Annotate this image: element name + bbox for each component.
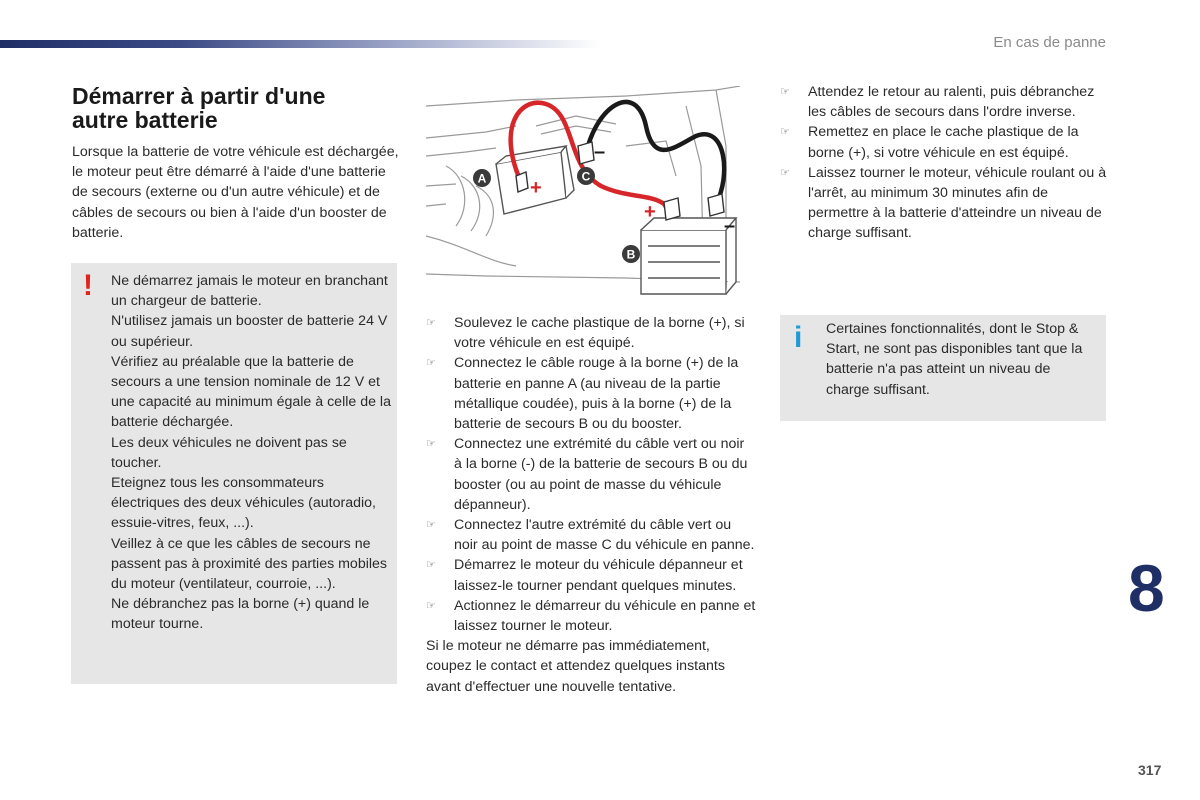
page-number: 317 [1138,762,1162,778]
warning-box [71,263,397,684]
step-text: Démarrez le moteur du véhicule dépanneur et laissez-le tourner pendant quelques minutes. [454,557,743,594]
warning-paragraph: Veillez à ce que les câbles de secours ne passent pas à proximité des parties mobiles du moteur (ventilateur, courroie, ...). [111,535,388,593]
title-line-1: Démarrer à partir d'une [72,83,326,109]
hand-pointer-icon: ☞ [426,317,436,329]
hand-pointer-icon: ☞ [426,438,436,451]
hand-pointer-icon: ☞ [780,86,790,98]
svg-text:B: B [626,247,636,262]
minus-sign-b: – [724,215,736,237]
minus-sign-c: – [594,141,606,163]
list-item [426,515,756,555]
retry-note: Si le moteur ne démarre pas immédiatement, coupez le contact et attendez quelques instants avant d'effectuer une nouvelle tentative. [426,638,725,695]
list-item [426,434,756,515]
list-item [426,596,756,636]
middle-steps [426,313,756,697]
svg-text:C: C [581,169,591,184]
page-title [72,84,402,132]
intro-paragraph: Lorsque la batterie de votre véhicule est déchargée, le moteur peut être démarré à l'aide d'une batterie de secours (externe ou d'un autre véhicule) et de câbles de secours ou bien à l'aide d'un booster de batterie. [72,144,399,241]
hand-pointer-icon: ☞ [426,599,436,612]
step-text: Soulevez le cache plastique de la borne (+), si votre véhicule en est équipé. [454,315,745,352]
list-item [780,82,1110,122]
hand-pointer-icon: ☞ [426,357,436,370]
step-text: Connectez le câble rouge à la borne (+) de la batterie en panne A (au niveau de la partie métallique coudée), puis à la borne (+) de la batterie de secours B ou du booster. [454,355,739,433]
plus-sign-b: + [644,201,656,223]
step-text: Laissez tourner le moteur, véhicule roulant ou à l'arrêt, au minimum 30 minutes afin de permettre à la batterie d'atteindre un niveau de charge suffisant. [808,164,1107,242]
hand-pointer-icon: ☞ [780,126,790,139]
list-item [426,313,756,353]
svg-text:A: A [477,171,487,186]
step-text: Remettez en place le cache plastique de la borne (+), si votre véhicule en est équipé. [808,124,1079,161]
hand-pointer-icon: ☞ [426,559,436,572]
battery-b [641,218,736,294]
step-text: Actionnez le démarreur du véhicule en panne et laissez tourner le moteur. [454,597,756,635]
title-line-2: autre batterie [72,107,218,133]
warning-paragraph: Vérifiez au préalable que la batterie de secours a une tension nominale de 12 V et une capacité au minimum égale à celle de la batterie déchargée. [111,353,391,431]
info-text: Certaines fonctionnalités, dont le Stop & Start, ne sont pas disponibles tant que la batterie n'a pas atteint un niveau de charge suffisant. [826,321,1083,398]
warning-icon: ! [83,269,93,302]
header-gradient-bar [0,40,600,48]
badge-a [473,169,491,187]
plus-sign-a: + [530,177,542,199]
hand-pointer-icon: ☞ [780,166,790,179]
badge-b [622,245,640,263]
warning-paragraph: Eteignez tous les consommateurs électriques des deux véhicules (autoradio, essuie-vitres, feux, ...). [111,475,376,532]
hand-pointer-icon: ☞ [426,519,436,532]
warning-paragraph: Les deux véhicules ne doivent pas se toucher. [111,434,347,471]
jump-start-diagram [426,86,740,304]
info-icon: i [794,321,803,354]
badge-c [577,167,595,185]
list-item [780,163,1110,244]
step-text: Attendez le retour au ralenti, puis débranchez les câbles de secours dans l'ordre inverse. [808,84,1095,121]
warning-paragraph: N'utilisez jamais un booster de batterie 24 V ou supérieur. [111,313,388,350]
info-box [780,315,1106,421]
list-item [426,555,756,595]
list-item [780,122,1110,162]
list-item [426,353,756,434]
section-title: En cas de panne [993,34,1106,51]
warning-paragraph: Ne débranchez pas la borne (+) quand le moteur tourne. [111,596,370,633]
step-text: Connectez l'autre extrémité du câble vert ou noir au point de masse C du véhicule en panne. [454,517,755,554]
warning-text [111,271,391,635]
step-text: Connectez une extrémité du câble vert ou noir à la borne (-) de la batterie de secours B ou du booster (ou au point de masse du véhicule dépanneur). [454,436,748,513]
right-steps [780,82,1110,244]
warning-paragraph: Ne démarrez jamais le moteur en branchant un chargeur de batterie. [111,273,388,310]
chapter-number: 8 [1128,551,1165,625]
